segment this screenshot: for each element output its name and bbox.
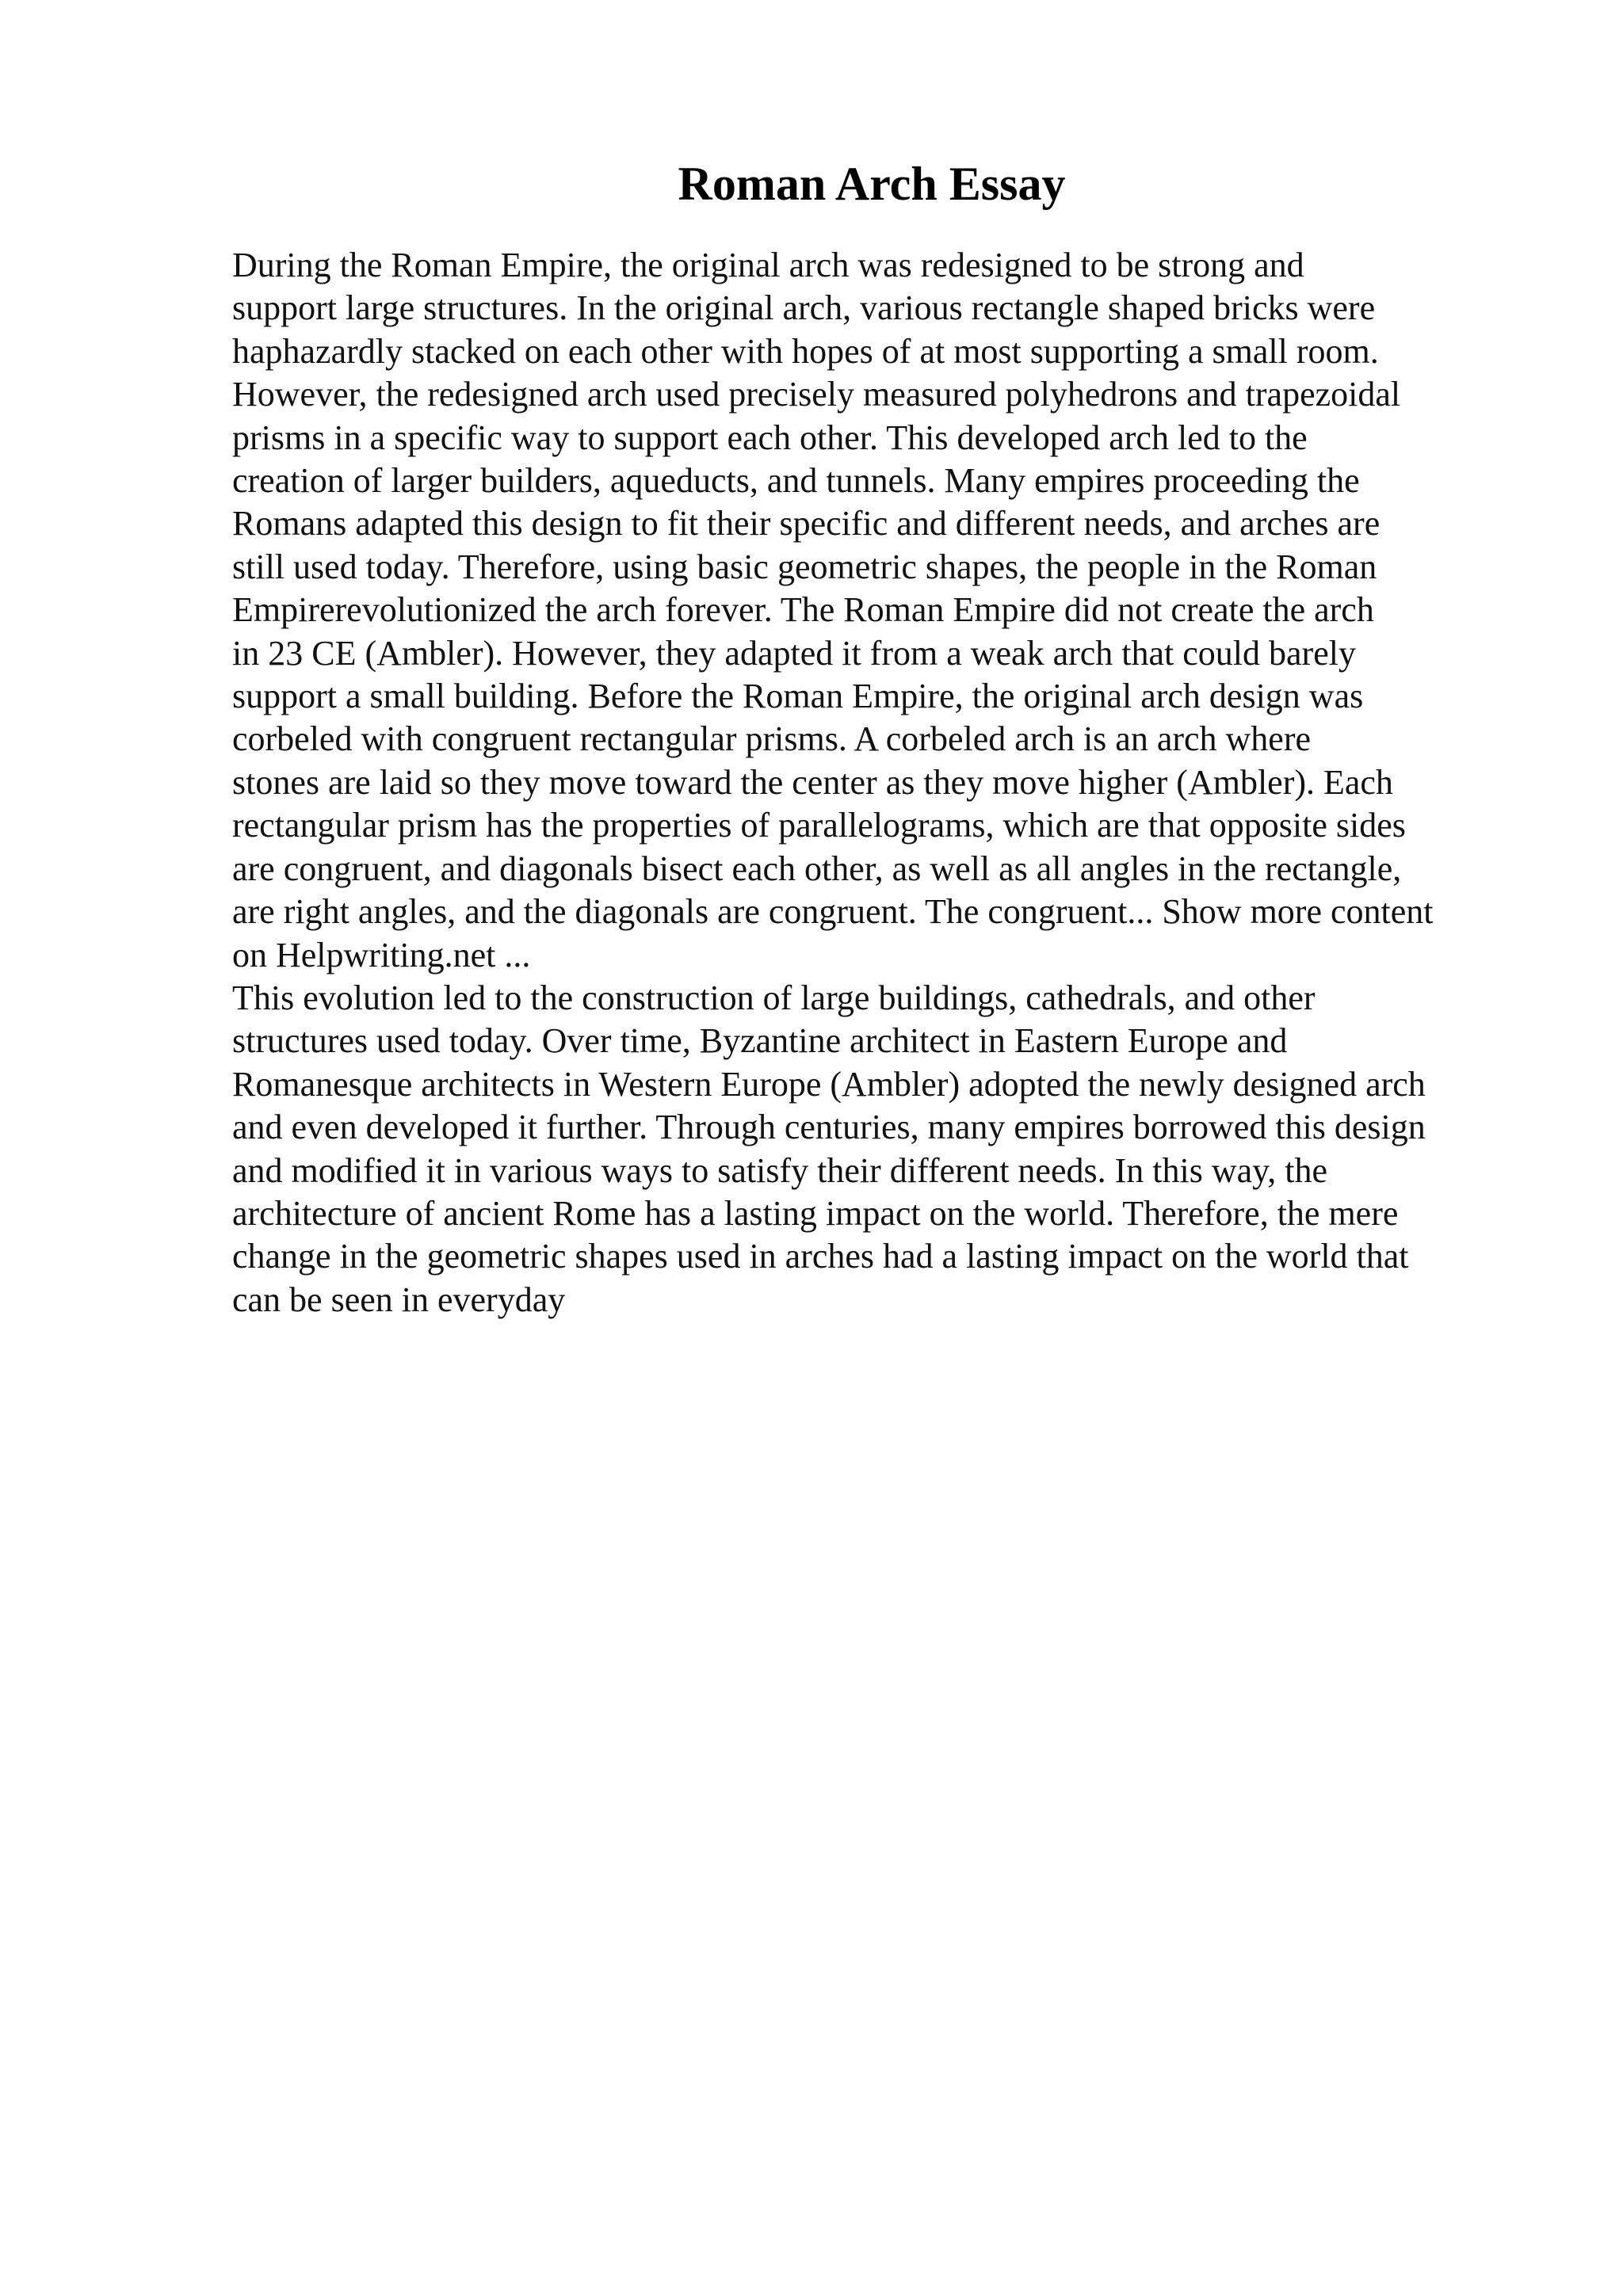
text-line: prisms in a specific way to support each other. This developed arch led to the [232, 418, 1308, 457]
text-line: change in the geometric shapes used in arches had a lasting impact on the world that [232, 1237, 1409, 1276]
text-line: This evolution led to the construction of large buildings, cathedrals, and other [232, 978, 1316, 1017]
text-line: can be seen in everyday [232, 1280, 566, 1319]
text-line: support a small building. Before the Roman Empire, the original arch design was [232, 677, 1364, 716]
text-line: Romanesque architects in Western Europe (Ambler) adopted the newly designed arch [232, 1064, 1426, 1104]
text-line: on Helpwriting.net ... [232, 935, 531, 974]
document-title: Roman Arch Essay [678, 158, 1066, 210]
text-line: Empirerevolutionized the arch forever. The Roman Empire did not create the arch [232, 590, 1374, 630]
essay-body [232, 244, 1595, 1322]
text-line: creation of larger builders, aqueducts, and tunnels. Many empires proceeding the [232, 461, 1360, 501]
text-line: are right angles, and the diagonals are congruent. The congruent... Show more content [232, 892, 1434, 932]
text-line: However, the redesigned arch used precisely measured polyhedrons and trapezoidal [232, 375, 1401, 414]
text-line: and even developed it further. Through centuries, many empires borrowed this design [232, 1108, 1426, 1147]
text-line: and modified it in various ways to satisfy their different needs. In this way, the [232, 1150, 1328, 1190]
text-line: support large structures. In the original arch, various rectangle shaped bricks were [232, 288, 1376, 328]
text-line: rectangular prism has the properties of parallelograms, which are that opposite sides [232, 806, 1406, 845]
text-line: During the Roman Empire, the original arch was redesigned to be strong and [232, 246, 1304, 284]
text-line: haphazardly stacked on each other with hopes of at most supporting a small room. [232, 331, 1379, 371]
text-line: corbeled with congruent rectangular prisms. A corbeled arch is an arch where [232, 719, 1312, 759]
text-line: stones are laid so they move toward the center as they move higher (Ambler). Each [232, 762, 1393, 802]
text-line: in 23 CE (Ambler). However, they adapted it from a weak arch that could barely [232, 633, 1356, 673]
text-line: structures used today. Over time, Byzantine architect in Eastern Europe and [232, 1021, 1288, 1061]
text-line: Romans adapted this design to fit their specific and different needs, and arches are [232, 504, 1381, 543]
text-line: architecture of ancient Rome has a lasting impact on the world. Therefore, the mere [232, 1193, 1399, 1233]
text-line: are congruent, and diagonals bisect each other, as well as all angles in the rectangle, [232, 849, 1402, 888]
text-line: still used today. Therefore, using basic geometric shapes, the people in the Roman [232, 547, 1377, 586]
